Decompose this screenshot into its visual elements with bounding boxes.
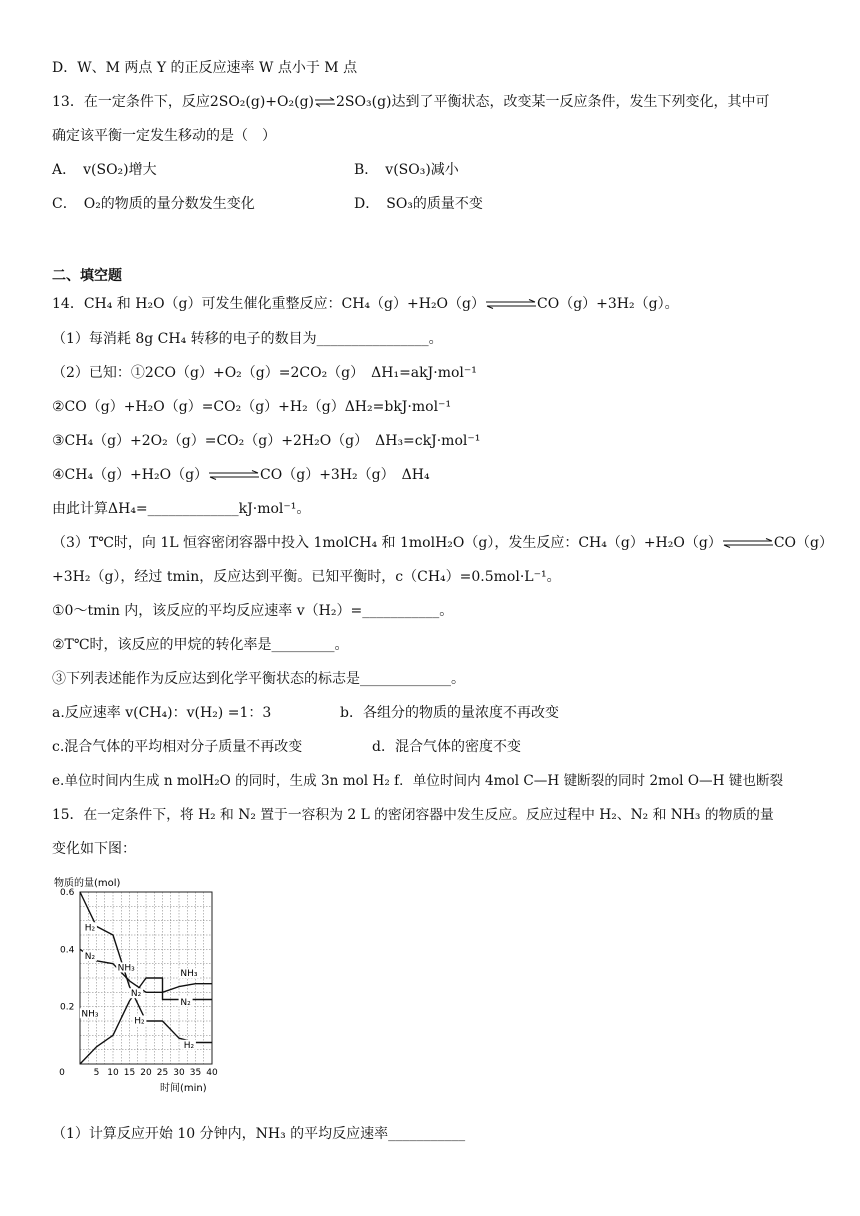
y-tick-label: 0.4 <box>60 945 75 956</box>
q14-part3-q3: ③下列表述能作为反应达到化学平衡状态的标志是_____________。 <box>52 671 465 687</box>
q15-stem-line1: 15．在一定条件下，将 H₂ 和 N₂ 置于一容积为 2 L 的密闭容器中发生反应。反应过程中 H₂、N₂ 和 NH₃ 的物质的量 <box>52 807 774 823</box>
section-title: 二、填空题 <box>52 268 122 284</box>
x-tick-label: 40 <box>206 1068 218 1078</box>
q14-option-c: c.混合气体的平均相对分子质量不再改变 <box>52 739 303 755</box>
curve-label: NH₃ <box>117 963 135 974</box>
q13-stem-line2: 确定该平衡一定发生移动的是（ ） <box>52 128 276 144</box>
x-axis-label: 时间(min) <box>160 1083 207 1094</box>
q14-part3-b: CO（g） <box>773 535 833 551</box>
equilibrium-arrow-icon <box>722 538 774 548</box>
q14-option-b: b．各组分的物质的量浓度不再改变 <box>340 705 559 721</box>
q14-part3-line2: +3H₂（g），经过 tmin，反应达到平衡。已知平衡时，c（CH₄）=0.5mol·L⁻¹。 <box>52 569 561 585</box>
q14-option-a: a.反应速率 v(CH₄)：v(H₂) =1：3 <box>52 705 272 721</box>
curve-label: N₂ <box>130 989 142 1000</box>
q13-option-c: C． O₂的物质的量分数发生变化 <box>52 196 255 212</box>
q14-stem-b: CO（g）+3H₂（g）。 <box>537 296 679 312</box>
curve-label: NH₃ <box>180 969 198 980</box>
equilibrium-arrow-icon <box>485 299 537 309</box>
q13-option-a: A． v(SO₂)增大 <box>52 162 157 178</box>
q14-stem-a: 14．CH₄ 和 H₂O（g）可发生催化重整反应：CH₄（g）+H₂O（g） <box>52 296 485 312</box>
q14-part3-line1 <box>52 533 833 553</box>
x-tick-label: 5 <box>93 1068 100 1078</box>
curve-label: H₂ <box>84 923 96 934</box>
q14-eq4-left: ④CH₄（g）+H₂O（g） <box>52 467 209 483</box>
q14-option-ef: e.单位时间内生成 n molH₂O 的同时，生成 3n mol H₂ f．单位时间内 4mol C—H 键断裂的同时 2mol O—H 键也断裂 <box>52 773 784 789</box>
q13-stem-a: 13．在一定条件下，反应 <box>52 94 210 110</box>
q13-stem-b: 达到了平衡状态，改变某一反应条件，发生下列变化，其中可 <box>391 94 770 110</box>
y-tick-label: 0.6 <box>60 888 75 898</box>
q14-part3-q1: ①0～tmin 内，该反应的平均反应速率 v（H₂）=___________。 <box>52 603 454 619</box>
q14-part1: （1）每消耗 8g CH₄ 转移的电子的数目为________________。 <box>52 331 443 347</box>
q14-part3-q2: ②T℃时，该反应的甲烷的转化率是_________。 <box>52 637 349 653</box>
x-tick-label: 35 <box>189 1068 202 1078</box>
x-tick-label: 10 <box>107 1068 119 1078</box>
q14-part2-eq4 <box>52 465 430 485</box>
q14-option-d: d．混合气体的密度不变 <box>372 739 521 755</box>
amount-vs-time-chart <box>48 872 228 1094</box>
q14-eq4-right: CO（g）+3H₂（g） ΔH₄ <box>260 467 430 483</box>
q12-option-d: D．W、M 两点 Y 的正反应速率 W 点小于 M 点 <box>52 60 358 76</box>
q14-part2-eq2: ②CO（g）+H₂O（g）=CO₂（g）+H₂（g）ΔH₂=bkJ·mol⁻¹ <box>52 399 452 415</box>
q14-part3-a: （3）T℃时，向 1L 恒容密闭容器中投入 1molCH₄ 和 1molH₂O（g），发生反应：CH₄（g）+H₂O（g） <box>52 535 722 551</box>
curve-label: N₂ <box>84 951 96 962</box>
x-tick-label: 15 <box>123 1068 136 1078</box>
y-tick-label: 0.2 <box>60 1002 75 1013</box>
y-axis-label: 物质的量(mol) <box>54 878 121 889</box>
curve-label: NH₃ <box>81 1009 99 1020</box>
q14-part2-calc: 由此计算ΔH₄=_____________kJ·mol⁻¹。 <box>52 501 311 517</box>
curve-label: H₂ <box>134 1016 145 1027</box>
q13-option-d: D． SO₃的质量不变 <box>354 196 483 212</box>
curve-label: H₂ <box>183 1040 195 1051</box>
q14-stem <box>52 294 679 314</box>
q14-part2-eq3: ③CH₄（g）+2O₂（g）=CO₂（g）+2H₂O（g） ΔH₃=ckJ·mol⁻¹ <box>52 433 481 449</box>
q13-stem-line1 <box>52 92 770 112</box>
q15-stem-line2: 变化如下图： <box>52 841 136 857</box>
q14-part2-eq1: （2）已知：①2CO（g）+O₂（g）=2CO₂（g） ΔH₁=akJ·mol⁻¹ <box>52 365 477 381</box>
equilibrium-arrow-icon <box>314 97 336 107</box>
q13-option-b: B． v(SO₃)减小 <box>354 162 459 178</box>
x-tick-label: 30 <box>173 1068 185 1078</box>
q15-part1: （1）计算反应开始 10 分钟内，NH₃ 的平均反应速率___________ <box>52 1126 466 1142</box>
curve-label: N₂ <box>180 997 191 1008</box>
x-tick-label: 0 <box>59 1068 65 1078</box>
x-tick-label: 25 <box>156 1068 169 1078</box>
equilibrium-arrow-icon <box>208 470 260 480</box>
x-tick-label: 20 <box>140 1068 152 1078</box>
q13-eq-left: 2SO₂(g)+O₂(g) <box>209 94 315 110</box>
q13-eq-right: 2SO₃(g) <box>336 94 392 110</box>
